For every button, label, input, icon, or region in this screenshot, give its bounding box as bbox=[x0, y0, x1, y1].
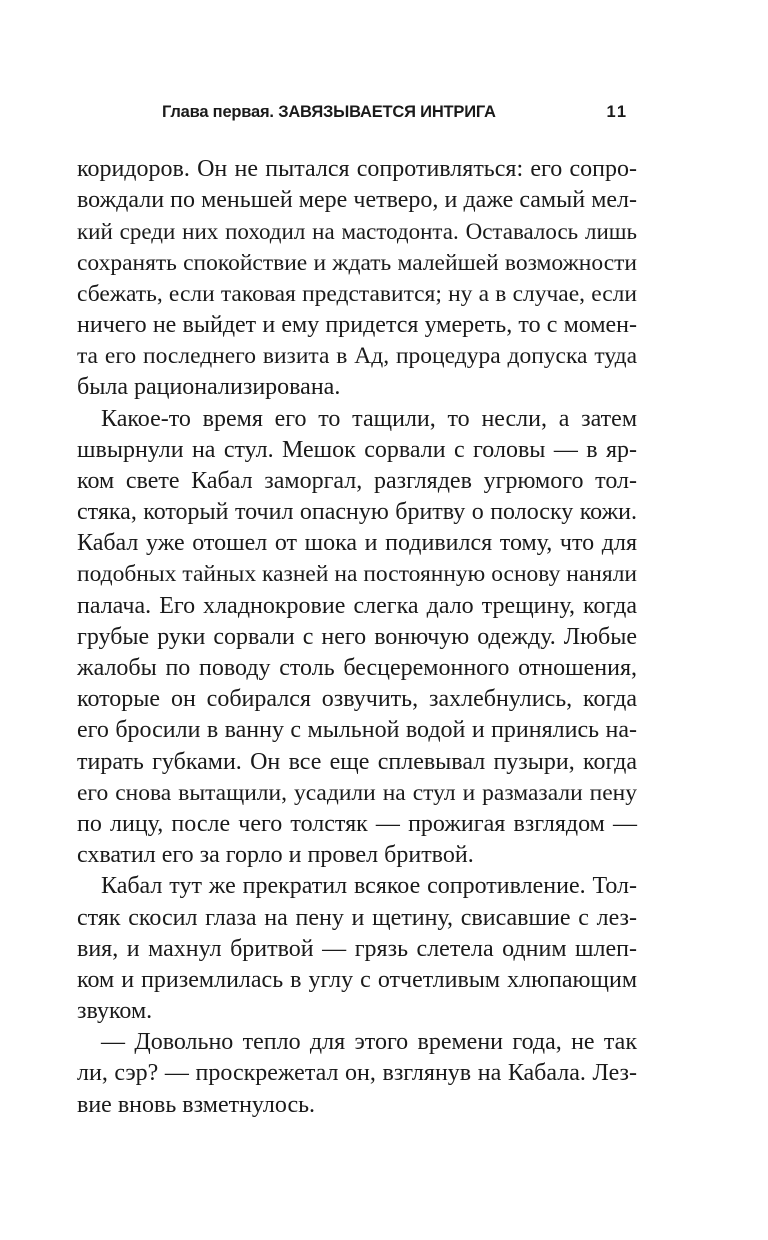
text-line: была рационализирована. bbox=[77, 374, 341, 401]
text-line: подобных тайных казней на постоянную основу наняли bbox=[77, 561, 637, 588]
text-line: тирать губками. Он все еще сплевывал пузыри, когда bbox=[77, 748, 637, 775]
text-line: сбежать, если таковая представится; ну а в случае, если bbox=[77, 280, 637, 307]
text-line: та его последнего визита в Ад, процедура допуска туда bbox=[77, 343, 637, 370]
text-line: ком и приземлилась в углу с отчетливым хлюпающим bbox=[77, 966, 637, 993]
text-line: кий среди них походил на мастодонта. Оставалось лишь bbox=[77, 219, 637, 245]
text-line: вие вновь взметнулось. bbox=[77, 1091, 316, 1118]
text-line: швырнули на стул. Мешок сорвали с головы — в яр- bbox=[77, 436, 637, 463]
running-head bbox=[162, 103, 628, 127]
paragraph-1 bbox=[77, 154, 637, 404]
chapter-title: Глава первая. ЗАВЯЗЫВАЕТСЯ ИНТРИГА bbox=[162, 103, 496, 121]
text-line: ли, сэр? — проскрежетал он, взглянув на Кабала. Лез- bbox=[77, 1060, 637, 1087]
text-line: которые он собирался озвучить, захлебнулись, когда bbox=[77, 686, 637, 713]
text-line: сохранять спокойствие и ждать малейшей возможности bbox=[77, 249, 637, 276]
page-number: 11 bbox=[606, 103, 628, 121]
text-line: стяк скосил глаза на пену и щетину, свисавшие с лез- bbox=[77, 904, 637, 931]
paragraph-4 bbox=[77, 1027, 637, 1121]
paragraph-3 bbox=[77, 871, 637, 1027]
text-line: стяка, который точил опасную бритву о полоску кожи. bbox=[77, 499, 637, 526]
text-line: Какое-то время его то тащили, то несли, а затем bbox=[101, 405, 637, 432]
text-line: звуком. bbox=[77, 998, 153, 1025]
text-line: его снова вытащили, усадили на стул и размазали пену bbox=[77, 779, 637, 806]
text-line: ком свете Кабал заморгал, разглядев угрюмого тол- bbox=[77, 467, 637, 494]
paragraph-2 bbox=[77, 404, 637, 872]
text-line: грубые руки сорвали с него вонючую одежду. Любые bbox=[77, 623, 637, 650]
text-line: палача. Его хладнокровие слегка дало трещину, когда bbox=[77, 592, 637, 619]
body-text bbox=[77, 154, 637, 1121]
text-line: вождали по меньшей мере четверо, и даже самый мел- bbox=[77, 187, 637, 214]
text-line: вия, и махнул бритвой — грязь слетела одним шлеп- bbox=[77, 935, 637, 962]
text-line: ничего не выйдет и ему придется умереть, то с момен- bbox=[77, 311, 637, 338]
text-line: схватил его за горло и провел бритвой. bbox=[77, 842, 474, 869]
text-line: Кабал уже отошел от шока и подивился тому, что для bbox=[77, 530, 637, 557]
text-line: коридоров. Он не пытался сопротивляться: его сопро- bbox=[77, 156, 637, 182]
text-line: — Довольно тепло для этого времени года, не так bbox=[101, 1029, 637, 1056]
text-line: Кабал тут же прекратил всякое сопротивление. Тол- bbox=[101, 873, 637, 900]
text-line: по лицу, после чего толстяк — прожигая взглядом — bbox=[77, 810, 637, 837]
text-line: жалобы по поводу столь бесцеремонного отношения, bbox=[77, 655, 637, 681]
text-line: его бросили в ванну с мыльной водой и принялись на- bbox=[77, 717, 637, 744]
